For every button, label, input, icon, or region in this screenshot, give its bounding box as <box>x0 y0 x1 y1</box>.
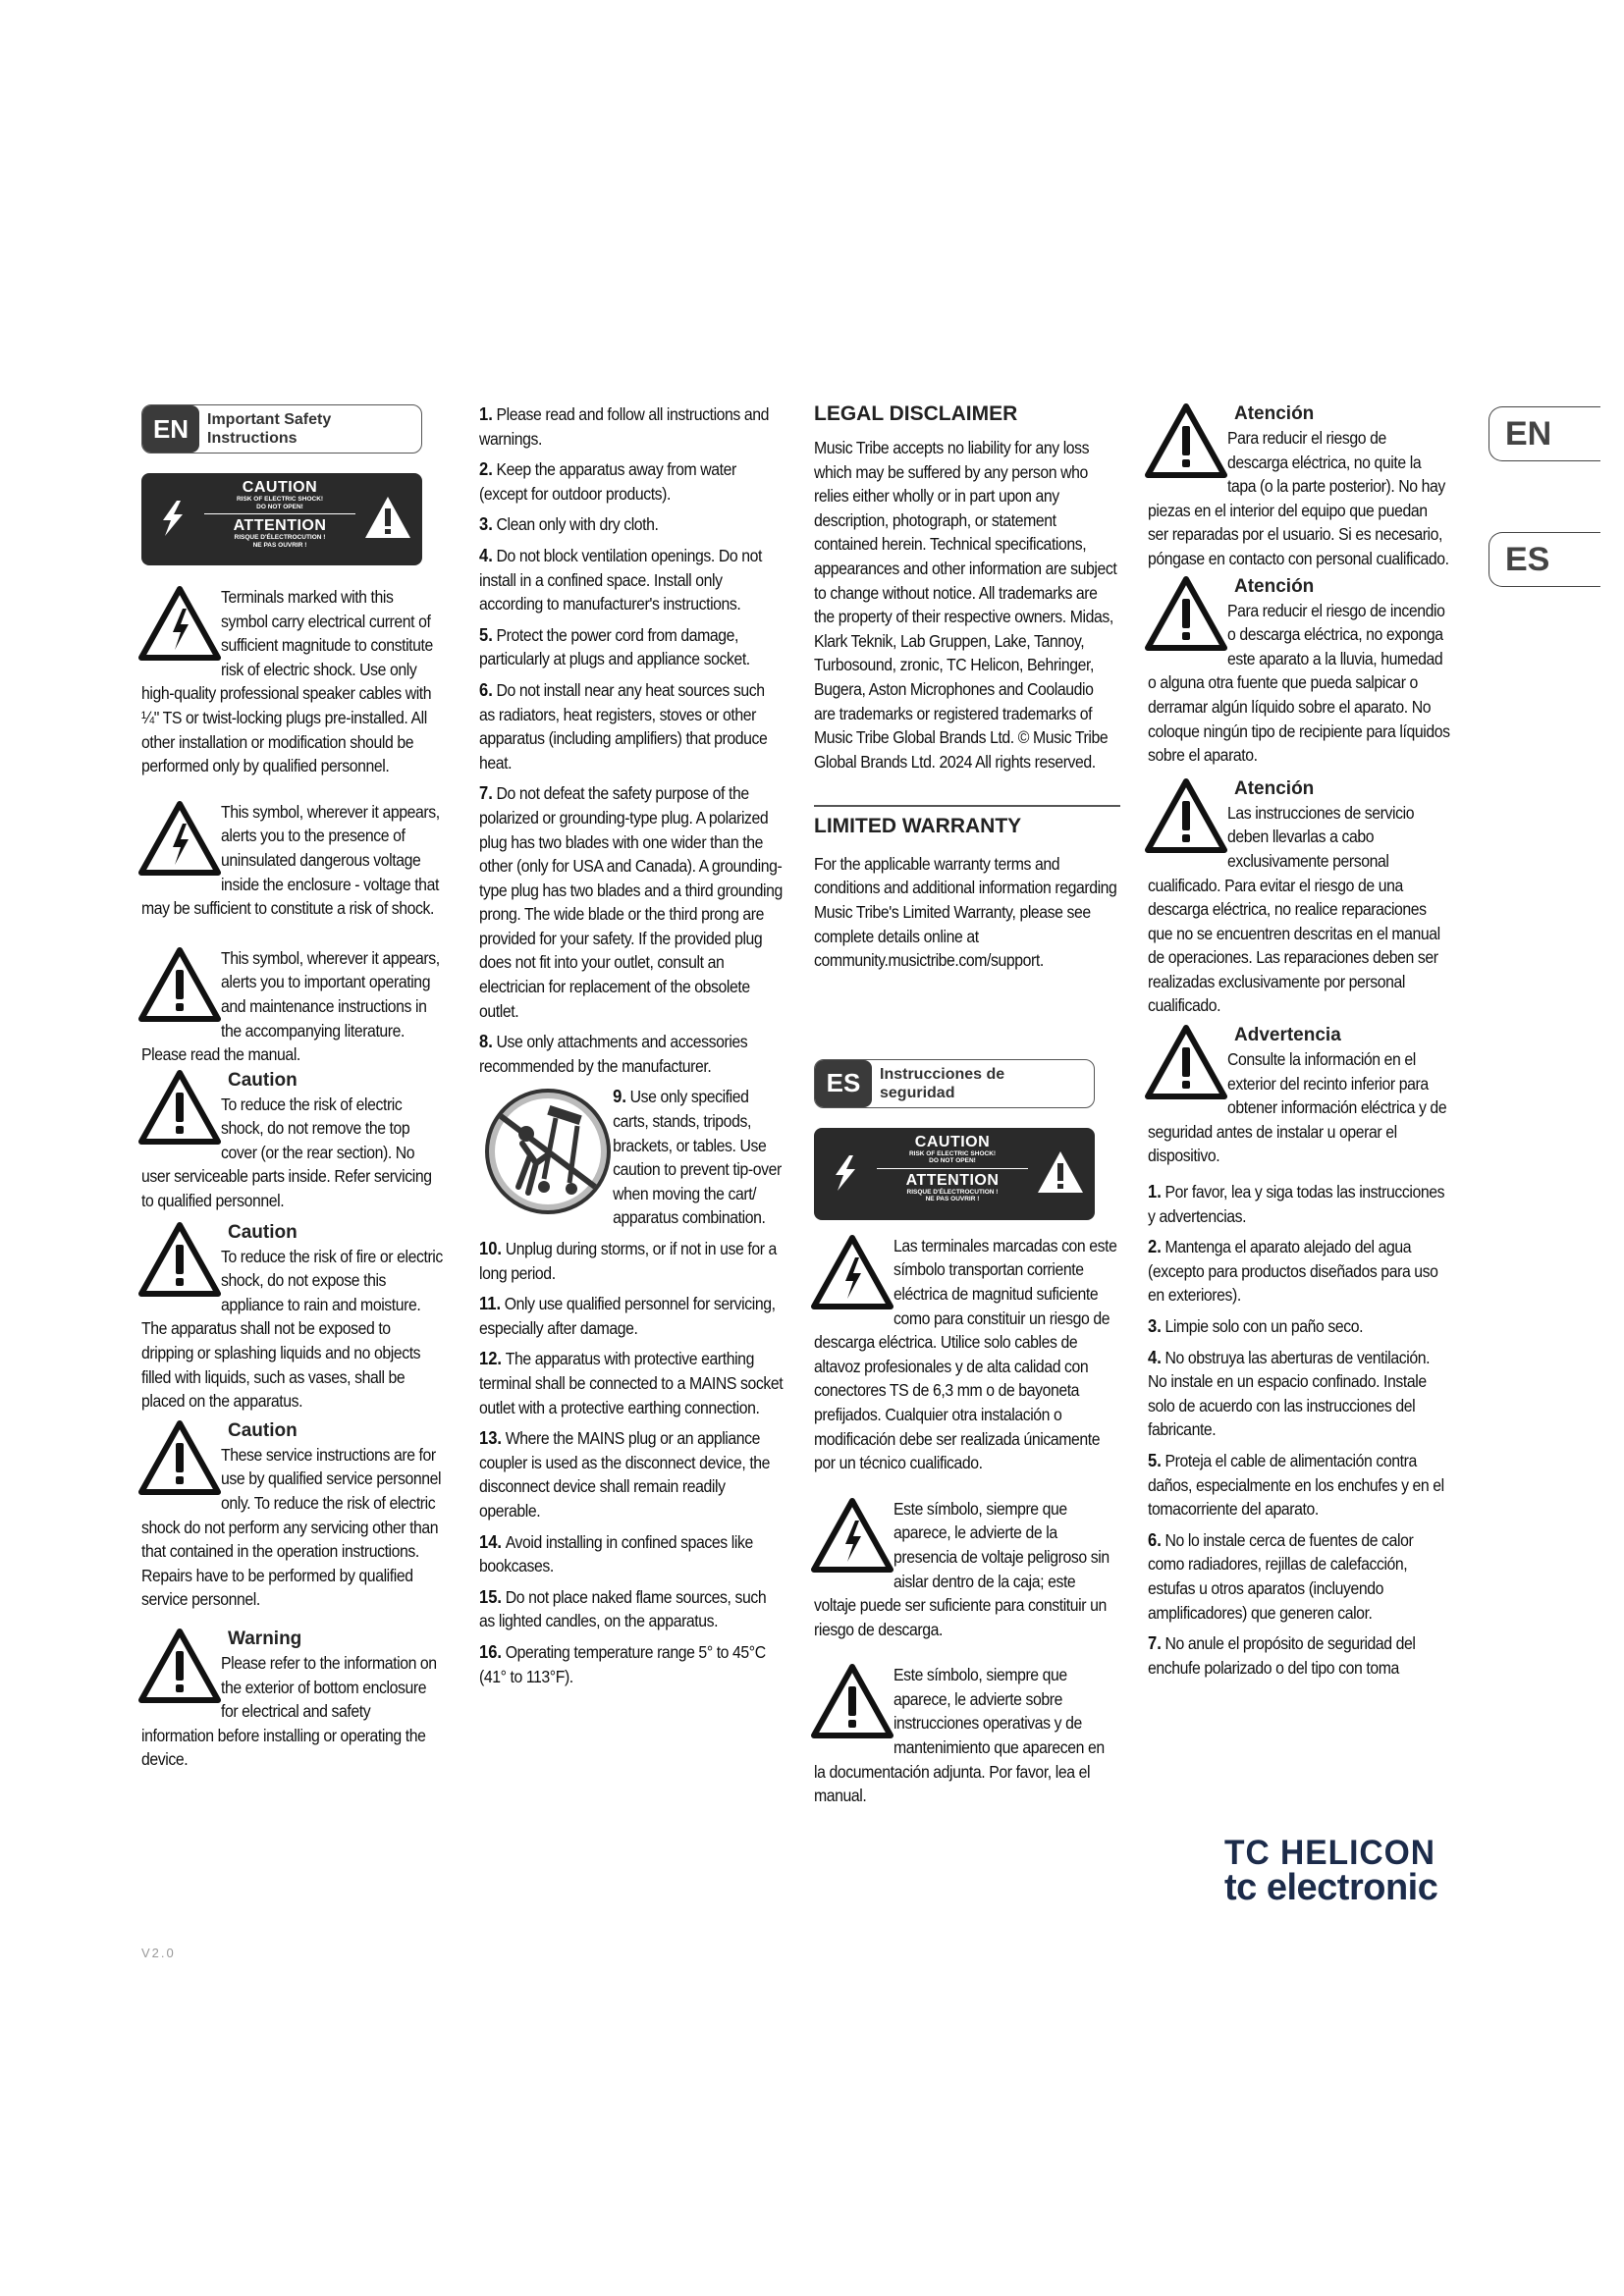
list-item-text: Mantenga el aparato alejado del agua (excepto para productos diseñados para uso en exteriores). <box>1148 1237 1438 1306</box>
list-item-number: 15. <box>479 1586 503 1607</box>
en-caution-cover-text: To reduce the risk of electric shock, do not remove the top cover (or the rear section). No user serviceable parts inside. Refer servicing to qualified personnel. <box>141 1094 432 1211</box>
list-item <box>479 457 785 506</box>
list-item-text: Clean only with dry cloth. <box>496 514 659 535</box>
es-atencion-heading: Atención <box>1234 403 1315 424</box>
en-voltage-warning-text: This symbol, wherever it appears, alerts you to the presence of uninsulated dangerous voltage inside the enclosure - voltage that may be sufficient to constitute a risk of shock. <box>141 801 440 919</box>
es-atencion-moisture-text: Para reducir el riesgo de incendio o descarga eléctrica, no exponga este aparato a la lluvia, humedad o alguna otra fuente que pueda salpicar o derramar algún líquido sobre el aparato. No coloque ningún tipo de recipiente para líquidos sobre el aparato. <box>1148 600 1450 766</box>
es-terminal-warning <box>814 1234 1120 1475</box>
en-voltage-warning <box>141 800 446 921</box>
lightning-bolt-icon <box>826 1153 865 1193</box>
list-item-number: 13. <box>479 1428 503 1449</box>
list-item-text: Limpie solo con un paño seco. <box>1164 1316 1364 1336</box>
es-section-title: Instrucciones de seguridad <box>880 1065 1005 1101</box>
list-item-number: 1. <box>1148 1182 1162 1202</box>
en-instruction-list <box>479 402 785 1688</box>
list-item-number: 6. <box>479 679 493 700</box>
es-manual-warning-text: Este símbolo, siempre que aparece, le advierte sobre instrucciones operativas y de mantenimiento que aparecen en la documentación adjunta. Por favor, lea el manual. <box>814 1665 1105 1806</box>
list-item-number: 9. <box>613 1087 626 1107</box>
tc-helicon-logo: TC HELICON <box>1224 1834 1435 1872</box>
list-item-number: 3. <box>1148 1316 1162 1336</box>
list-item-text: Proteja el cable de alimentación contra daños, especialmente en los enchufes y en el tomacorriente del aparato. <box>1148 1450 1444 1520</box>
column-legal-and-spanish <box>814 402 1120 1808</box>
list-item-text: Only use qualified personnel for servicing, especially after damage. <box>479 1294 776 1338</box>
es-voltage-warning-text: Este símbolo, siempre que aparece, le advierte de la presencia de voltaje peligroso sin aislar dentro de la caja; este voltaje puede ser suficiente para constituir un riesgo de descarga. <box>814 1498 1110 1639</box>
column-spanish-warnings <box>1148 402 1452 1686</box>
list-item <box>479 1085 785 1230</box>
list-item-number: 11. <box>479 1294 502 1314</box>
list-item <box>1148 1449 1452 1522</box>
es-terminal-warning-text: Las terminales marcadas con este símbolo transportan corriente eléctrica de magnitud suficiente como para constituir un riesgo de descarga eléctrica. Utilice solo cables de altavoz profesionales y de alta calidad con conectores TS de 6,3 mm o de bayoneta prefijados. Cualquier otra instalación o modificación debe ser realizada únicamente por un técnico cualificado. <box>814 1235 1117 1473</box>
en-section-header <box>141 404 422 454</box>
es-atencion-service <box>1148 777 1452 1018</box>
es-section-header <box>814 1059 1095 1108</box>
en-caution-heading: Caution <box>228 1419 298 1441</box>
es-atencion-service-text: Las instrucciones de servicio deben llevarlas a cabo exclusivamente personal cualificado. Para evitar el riesgo de una descarga eléctrica, no realice reparaciones que no se encuentren descritas en el manual de operaciones. Las reparaciones deben ser realizadas exclusivamente por personal cualificado. <box>1148 802 1440 1016</box>
document-version: V2.0 <box>141 1946 176 1960</box>
list-item <box>479 1292 785 1340</box>
caution-label-sub1: RISK OF ELECTRIC SHOCK! <box>908 1149 997 1157</box>
language-tab-es[interactable]: ES <box>1489 532 1600 587</box>
es-atencion-heading: Atención <box>1234 575 1315 597</box>
list-item-number: 16. <box>479 1641 503 1662</box>
es-atencion-moisture <box>1148 575 1452 768</box>
list-item-text: Operating temperature range 5° to 45°C (41° to 113°F). <box>479 1641 766 1686</box>
lightning-bolt-icon <box>153 499 192 538</box>
list-item-text: Protect the power cord from damage, particularly at plugs and appliance socket. <box>479 624 750 669</box>
es-language-code: ES <box>815 1060 872 1107</box>
list-item-number: 3. <box>479 514 493 535</box>
list-item-text: Use only attachments and accessories recommended by the manufacturer. <box>479 1032 748 1076</box>
en-caution-moisture <box>141 1221 446 1414</box>
list-item-text: Keep the apparatus away from water (except for outdoor products). <box>479 459 736 504</box>
caution-label-sub1: RISK OF ELECTRIC SHOCK! <box>236 496 324 503</box>
list-item <box>479 1426 785 1522</box>
es-atencion-heading: Atención <box>1234 777 1315 799</box>
list-item-text: Use only specified carts, stands, tripods, brackets, or tables. Use caution to prevent tip-over when moving the cart/ apparatus combination. <box>613 1087 782 1228</box>
list-item <box>479 512 785 537</box>
en-manual-warning <box>141 946 446 1067</box>
caution-label-sub2: DO NOT OPEN! <box>929 1157 976 1165</box>
es-advertencia-heading: Advertencia <box>1234 1025 1341 1046</box>
en-section-title: Important Safety Instructions <box>207 411 332 447</box>
en-manual-warning-text: This symbol, wherever it appears, alerts you to important operating and maintenance instructions in the accompanying literature. Please read the manual. <box>141 947 440 1065</box>
exclamation-triangle-icon <box>1036 1149 1085 1195</box>
en-warning-heading: Warning <box>228 1628 302 1649</box>
list-item <box>479 402 785 451</box>
en-caution-heading: Caution <box>228 1221 298 1243</box>
es-manual-warning <box>814 1663 1120 1808</box>
list-item-text: No lo instale cerca de fuentes de calor como radiadores, rejillas de calefacción, estufas u otros aparatos (incluyendo amplificadores) que generen calor. <box>1148 1529 1414 1623</box>
en-caution-cover <box>141 1069 446 1213</box>
legal-disclaimer-heading: LEGAL DISCLAIMER <box>814 402 1018 425</box>
attention-label-sub1: RISQUE D'ÉLECTROCUTION ! <box>234 534 326 541</box>
list-item <box>479 1640 785 1688</box>
list-item-text: The apparatus with protective earthing terminal shall be connected to a MAINS socket outlet with a protective earthing connection. <box>479 1349 784 1417</box>
attention-label-sub2: NE PAS OUVRIR ! <box>252 541 307 549</box>
list-item <box>1148 1314 1452 1339</box>
list-item <box>479 781 785 1023</box>
es-atencion-cover <box>1148 402 1452 571</box>
en-warning-enclosure-text: Please refer to the information on the exterior of bottom enclosure for electrical and safety information before installing or operating the device. <box>141 1652 437 1770</box>
list-item-number: 5. <box>479 624 493 645</box>
brand-logos <box>1224 1834 1444 1909</box>
language-tab-en[interactable]: EN <box>1489 406 1600 461</box>
en-warning-enclosure <box>141 1628 446 1772</box>
es-voltage-warning <box>814 1497 1120 1642</box>
list-item-text: Do not place naked flame sources, such as lighted candles, on the apparatus. <box>479 1586 767 1631</box>
en-language-code: EN <box>142 405 199 453</box>
list-item-number: 12. <box>479 1349 503 1369</box>
list-item-text: Do not install near any heat sources such as radiators, heat registers, stoves or other apparatus (including amplifiers) that produce heat. <box>479 679 768 773</box>
list-item-text: No anule el propósito de seguridad del enchufe polarizado o del tipo con toma <box>1148 1633 1416 1678</box>
list-item-number: 4. <box>479 545 493 565</box>
list-item <box>1148 1631 1452 1680</box>
limited-warranty-text: For the applicable warranty terms and conditions and additional information regarding Music Tribe's Limited Warranty, please see complete details online at community.musictribe.com/support. <box>814 853 1117 971</box>
column-english-instructions <box>479 402 785 1695</box>
list-item <box>479 1530 785 1578</box>
en-caution-moisture-text: To reduce the risk of fire or electric shock, do not expose this appliance to rain and moisture. The apparatus shall not be exposed to dripping or splashing liquids and no objects filled with liquids, such as vases, shall be placed on the apparatus. <box>141 1246 443 1412</box>
limited-warranty-heading: LIMITED WARRANTY <box>814 814 1022 837</box>
list-item <box>479 544 785 616</box>
attention-label-title: ATTENTION <box>233 517 327 534</box>
en-caution-service-text: These service instructions are for use by qualified service personnel only. To reduce the risk of electric shock do not perform any servicing other than that contained in the operation instructions. Repairs have to be performed by qualified service personnel. <box>141 1444 442 1610</box>
list-item-number: 14. <box>479 1531 503 1552</box>
legal-disclaimer-text: Music Tribe accepts no liability for any loss which may be suffered by any person who relies either wholly or in part upon any description, photograph, or statement contained herein. Technical specifications, appearances and other information are subject to change without notice. All trademarks are the property of their respective owners. Midas, Klark Teknik, Lab Gruppen, Lake, Tannoy, Turbosound, zronic, TC Helicon, Behringer, Bugera, Aston Microphones and Coolaudio are trademarks or registered trademarks of Music Tribe Global Brands Ltd. © Music Tribe Global Brands Ltd. 2024 All rights reserved. <box>814 438 1117 772</box>
list-item-text: Do not block ventilation openings. Do not install in a confined space. Install only according to manufacturer's instructions. <box>479 545 762 614</box>
list-item-text: Please read and follow all instructions and warnings. <box>479 404 770 449</box>
list-item <box>479 623 785 671</box>
section-divider <box>814 805 1120 807</box>
list-item-number: 1. <box>479 404 493 424</box>
list-item <box>479 1585 785 1633</box>
list-item-number: 5. <box>1148 1450 1162 1470</box>
list-item-text: No obstruya las aberturas de ventilación. No instale en un espacio confinado. Instale solo de acuerdo con las instrucciones del fabricante. <box>1148 1347 1431 1440</box>
es-instruction-list <box>1148 1180 1452 1680</box>
attention-label-sub2: NE PAS OUVRIR ! <box>925 1196 980 1203</box>
caution-label-title: CAUTION <box>914 1133 991 1150</box>
en-caution-heading: Caution <box>228 1069 298 1091</box>
list-item <box>1148 1235 1452 1308</box>
list-item <box>479 1030 785 1078</box>
es-advertencia-text: Consulte la información en el exterior del recinto inferior para obtener información eléctrica y de seguridad antes de instalar u operar el dispositivo. <box>1148 1049 1447 1166</box>
list-item-number: 8. <box>479 1032 493 1052</box>
list-item <box>1148 1528 1452 1625</box>
list-item <box>479 1347 785 1419</box>
list-item-number: 10. <box>479 1239 503 1258</box>
list-item-number: 2. <box>1148 1237 1162 1257</box>
column-english-warnings <box>141 404 446 1772</box>
exclamation-triangle-icon <box>363 495 412 540</box>
list-item-number: 7. <box>479 783 493 804</box>
list-item-text: Do not defeat the safety purpose of the polarized or grounding-type plug. A polarized plug has two blades with one wider than the other (only for USA and Canada). A grounding-type plug has two blades and a third grounding prong. The wide blade or the third prong are provided for your safety. If the provided plug does not fit into your outlet, consult an electrician for replacement of the obsolete outlet. <box>479 783 783 1021</box>
attention-label-title: ATTENTION <box>905 1171 1000 1189</box>
list-item-number: 7. <box>1148 1633 1162 1654</box>
en-caution-service <box>141 1419 446 1612</box>
caution-label-title: CAUTION <box>242 479 318 496</box>
list-item <box>1148 1346 1452 1442</box>
tc-electronic-logo: tc electronic <box>1224 1867 1438 1908</box>
list-item-text: Por favor, lea y siga todas las instrucciones y advertencias. <box>1148 1182 1445 1226</box>
es-advertencia <box>1148 1024 1452 1168</box>
caution-label <box>141 473 422 565</box>
es-atencion-cover-text: Para reducir el riesgo de descarga eléctrica, no quite la tapa (o la parte posterior). No hay piezas en el interior del equipo que puedan ser reparadas por el usuario. Si es necesario, póngase en contacto con personal cualificado. <box>1148 428 1449 568</box>
list-item <box>1148 1180 1452 1228</box>
caution-label <box>814 1128 1095 1220</box>
list-item-text: Where the MAINS plug or an appliance coupler is used as the disconnect device, the disconnect device shall remain readily operable. <box>479 1428 771 1521</box>
en-terminal-warning <box>141 585 446 778</box>
list-item-text: Unplug during storms, or if not in use for a long period. <box>479 1239 777 1283</box>
attention-label-sub1: RISQUE D'ÉLECTROCUTION ! <box>906 1188 999 1196</box>
list-item <box>479 1237 785 1285</box>
en-terminal-warning-text: Terminals marked with this symbol carry electrical current of sufficient magnitude to constitute risk of electric shock. Use only high-quality professional speaker cables with ¼" TS or twist-locking plugs pre-installed. All other installation or modification should be performed only by qualified personnel. <box>141 587 433 776</box>
list-item-text: Avoid installing in confined spaces like bookcases. <box>479 1531 753 1576</box>
list-item-number: 2. <box>479 459 493 480</box>
list-item-number: 6. <box>1148 1529 1162 1550</box>
list-item-number: 4. <box>1148 1347 1162 1367</box>
list-item <box>479 678 785 774</box>
caution-label-sub2: DO NOT OPEN! <box>256 503 303 510</box>
